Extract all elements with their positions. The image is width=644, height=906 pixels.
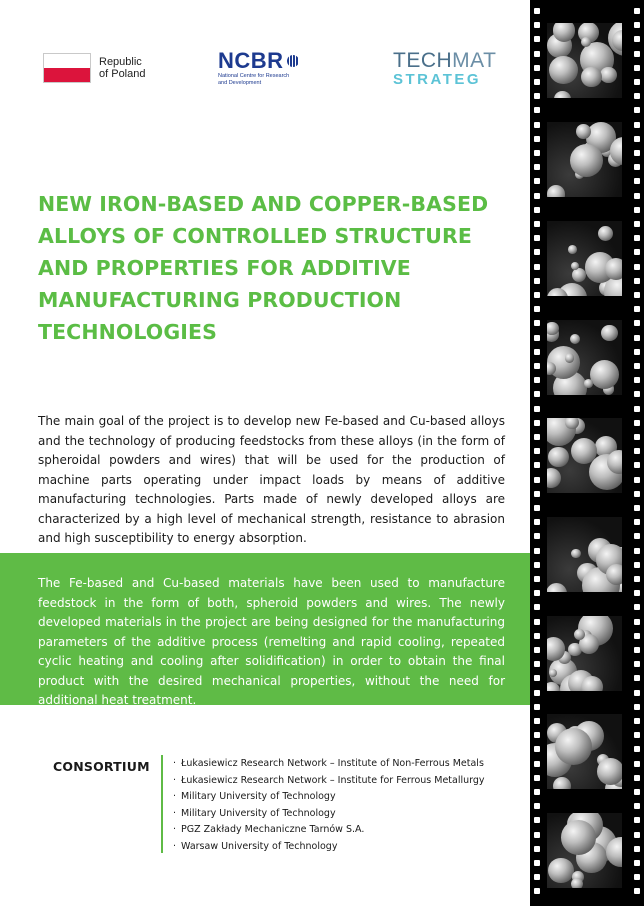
film-sprocket-hole: [534, 434, 540, 440]
powder-particle: [570, 144, 603, 177]
film-sprocket-hole: [634, 647, 640, 653]
film-sprocket-hole: [634, 434, 640, 440]
film-sprocket-hole: [534, 150, 540, 156]
powder-particle: [548, 858, 574, 884]
powder-particle: [574, 629, 585, 640]
film-sprocket-hole: [534, 249, 540, 255]
film-sprocket-hole: [634, 363, 640, 369]
republic-of-poland-text: Republic of Poland: [99, 56, 146, 80]
film-sprocket-hole: [634, 519, 640, 525]
film-sprocket-hole: [534, 562, 540, 568]
ncbr-wordmark: NCBR: [218, 48, 284, 73]
consortium-label: CONSORTIUM: [53, 759, 150, 774]
film-sprocket-hole: [634, 8, 640, 14]
micrograph-image: [547, 122, 622, 197]
goal-paragraph: The main goal of the project is to develop new Fe-based and Cu-based alloys and the technology of producing feedstocks from these alloys (in the form of spheroidal powders and wires) that will be used for the production of machine parts operating under impact loads by means of additive manufacturing technologies. Parts made of newly developed alloys are characterized by a high level of mechanical strength, resistance to abrasion and high susceptibility to energy absorption.: [38, 414, 505, 545]
consortium-list: [173, 756, 485, 855]
film-sprocket-hole: [634, 775, 640, 781]
film-sprocket-hole: [534, 477, 540, 483]
powder-particle: [600, 67, 617, 84]
film-sprocket-hole: [534, 817, 540, 823]
film-sprocket-hole: [634, 803, 640, 809]
film-sprocket-hole: [534, 306, 540, 312]
film-sprocket-hole: [534, 22, 540, 28]
film-sprocket-hole: [534, 761, 540, 767]
micrograph-image: [547, 616, 622, 691]
film-sprocket-hole: [534, 732, 540, 738]
film-sprocket-hole: [634, 590, 640, 596]
film-sprocket-hole: [634, 462, 640, 468]
film-sprocket-hole: [634, 107, 640, 113]
film-sprocket-hole: [534, 775, 540, 781]
film-sprocket-hole: [534, 391, 540, 397]
film-sprocket-hole: [634, 675, 640, 681]
film-sprocket-hole: [534, 619, 540, 625]
film-sprocket-hole: [634, 576, 640, 582]
film-sprocket-hole: [634, 349, 640, 355]
film-sprocket-hole: [534, 548, 540, 554]
powder-particle: [547, 185, 565, 197]
film-sprocket-hole: [634, 491, 640, 497]
film-sprocket-hole: [534, 36, 540, 42]
film-sprocket-hole: [634, 249, 640, 255]
film-sprocket-hole: [534, 604, 540, 610]
micrograph-image: [547, 418, 622, 493]
film-sprocket-hole: [634, 548, 640, 554]
film-sprocket-hole: [634, 320, 640, 326]
ncbr-subtitle: National Centre for Research and Development: [218, 73, 290, 86]
consortium-divider: [161, 755, 163, 853]
page-title: NEW IRON-BASED AND COPPER-BASED ALLOYS OF CONTROLLED STRUCTURE AND PROPERTIES FOR ADDITIVE MANUFACTURING PRODUCTION TECHNOLOGIES: [38, 192, 489, 344]
film-sprocket-hole: [634, 193, 640, 199]
powder-particle: [581, 67, 602, 88]
film-sprocket-hole: [634, 789, 640, 795]
film-sprocket-hole: [534, 65, 540, 71]
film-sprocket-hole: [634, 164, 640, 170]
film-sprocket-hole: [534, 519, 540, 525]
film-sprocket-hole: [534, 406, 540, 412]
film-sprocket-hole: [534, 164, 540, 170]
micrograph-image: [547, 714, 622, 789]
film-sprocket-hole: [534, 264, 540, 270]
powder-particle: [548, 447, 568, 467]
list-item: · Military University of Technology: [173, 791, 336, 802]
film-sprocket-hole: [634, 761, 640, 767]
film-sprocket-hole: [534, 704, 540, 710]
film-sprocket-hole: [634, 136, 640, 142]
film-sprocket-hole: [534, 661, 540, 667]
film-sprocket-hole: [634, 746, 640, 752]
powder-particle: [554, 91, 570, 98]
film-sprocket-hole: [634, 122, 640, 128]
film-sprocket-hole: [634, 832, 640, 838]
micrograph-image: [547, 23, 622, 98]
micrograph-image: [547, 221, 622, 296]
film-sprocket-hole: [534, 846, 540, 852]
film-sprocket-hole: [634, 562, 640, 568]
film-sprocket-hole: [534, 349, 540, 355]
film-sprocket-hole: [534, 193, 540, 199]
film-sprocket-hole: [534, 207, 540, 213]
powder-particle: [607, 450, 622, 474]
film-sprocket-hole: [634, 406, 640, 412]
film-sprocket-hole: [634, 604, 640, 610]
film-sprocket-hole: [534, 491, 540, 497]
film-sprocket-hole: [634, 661, 640, 667]
film-sprocket-hole: [634, 178, 640, 184]
film-sprocket-hole: [534, 576, 540, 582]
techmat-tech: TECH: [393, 49, 453, 72]
film-sprocket-hole: [634, 533, 640, 539]
list-item: · PGZ Zakłady Mechaniczne Tarnów S.A.: [173, 824, 365, 835]
powder-particle: [547, 322, 559, 335]
film-sprocket-hole: [534, 675, 540, 681]
powder-particle: [549, 56, 577, 84]
film-sprocket-hole: [534, 122, 540, 128]
film-sprocket-hole: [634, 860, 640, 866]
film-sprocket-hole: [634, 448, 640, 454]
film-sprocket-hole: [534, 107, 540, 113]
film-sprocket-hole: [634, 22, 640, 28]
ncbr-logo: [218, 48, 318, 86]
micrograph-image: [547, 813, 622, 888]
film-sprocket-hole: [534, 789, 540, 795]
film-sprocket-hole: [534, 690, 540, 696]
film-sprocket-hole: [634, 633, 640, 639]
film-sprocket-hole: [634, 65, 640, 71]
film-sprocket-hole: [534, 832, 540, 838]
film-sprocket-hole: [634, 79, 640, 85]
film-sprocket-hole: [534, 178, 540, 184]
techmat-mat: MAT: [452, 49, 497, 72]
film-sprocket-hole: [634, 335, 640, 341]
powder-particle: [605, 258, 622, 280]
film-sprocket-hole: [634, 420, 640, 426]
materials-paragraph: The Fe-based and Cu-based materials have been used to manufacture feedstock in the form of both, spheroid powders and wires. The newly developed materials in the project are being designed for the manufacturing parameters of the additive process (remelting and rapid cooling, repeated cyclic heating and cooling after solidification) in order to obtain the final product with the desired mechanical properties, without the need for additional heat treatment.: [38, 576, 505, 707]
powder-particle: [601, 325, 618, 342]
powder-particle: [606, 564, 622, 585]
micrograph-image: [547, 320, 622, 395]
list-item: · Warsaw University of Technology: [173, 840, 338, 852]
film-sprocket-hole: [534, 420, 540, 426]
film-sprocket-hole: [534, 533, 540, 539]
film-sprocket-hole: [534, 292, 540, 298]
film-sprocket-hole: [634, 505, 640, 511]
film-sprocket-hole: [634, 235, 640, 241]
film-sprocket-hole: [634, 51, 640, 57]
techmatstrateg-logo: [393, 51, 496, 87]
micrograph-image: [547, 517, 622, 592]
film-sprocket-hole: [534, 377, 540, 383]
film-sprocket-hole: [534, 221, 540, 227]
film-sprocket-hole: [634, 292, 640, 298]
film-sprocket-hole: [534, 320, 540, 326]
republic-of-poland-logo: [43, 53, 169, 83]
film-sprocket-hole: [634, 477, 640, 483]
film-sprocket-hole: [634, 207, 640, 213]
film-sprocket-hole: [534, 51, 540, 57]
film-sprocket-hole: [634, 264, 640, 270]
film-sprocket-hole: [634, 150, 640, 156]
film-sprocket-hole: [534, 803, 540, 809]
film-sprocket-hole: [534, 8, 540, 14]
film-sprocket-hole: [534, 633, 540, 639]
list-item: · Military University of Technology: [173, 807, 336, 819]
film-sprocket-hole: [534, 590, 540, 596]
film-sprocket-hole: [634, 874, 640, 880]
list-item: · Łukasiewicz Research Network – Institute for Ferrous Metallurgy: [173, 774, 485, 786]
ncbr-mark-icon: [287, 55, 299, 67]
film-sprocket-hole: [634, 377, 640, 383]
powder-particle: [568, 245, 577, 254]
film-sprocket-hole: [534, 874, 540, 880]
list-item: · Łukasiewicz Research Network – Institute of Non-Ferrous Metals: [173, 758, 484, 769]
film-sprocket-hole: [634, 817, 640, 823]
film-sprocket-hole: [634, 718, 640, 724]
film-sprocket-hole: [634, 278, 640, 284]
film-sprocket-hole: [534, 746, 540, 752]
powder-particle: [561, 820, 596, 855]
film-sprocket-hole: [634, 391, 640, 397]
film-sprocket-hole: [534, 505, 540, 511]
film-sprocket-hole: [534, 136, 540, 142]
film-sprocket-hole: [534, 718, 540, 724]
film-sprocket-hole: [534, 93, 540, 99]
film-sprocket-hole: [534, 235, 540, 241]
powder-particle: [571, 878, 583, 888]
film-sprocket-hole: [534, 79, 540, 85]
film-sprocket-hole: [634, 619, 640, 625]
film-sprocket-hole: [634, 732, 640, 738]
powder-particle: [598, 226, 613, 241]
film-sprocket-hole: [634, 221, 640, 227]
film-sprocket-hole: [634, 306, 640, 312]
powder-particle: [581, 676, 603, 691]
film-sprocket-hole: [634, 704, 640, 710]
film-sprocket-hole: [534, 647, 540, 653]
film-sprocket-hole: [534, 278, 540, 284]
film-sprocket-hole: [534, 335, 540, 341]
film-sprocket-hole: [634, 888, 640, 894]
film-sprocket-hole: [634, 93, 640, 99]
film-sprocket-hole: [534, 363, 540, 369]
techmat-strateg: STRATEG: [393, 71, 482, 88]
powder-particle: [553, 777, 571, 789]
logo-bar: [0, 0, 530, 110]
film-sprocket-hole: [634, 690, 640, 696]
powder-particle: [576, 124, 591, 139]
powder-particle: [597, 758, 622, 785]
film-sprocket-hole: [534, 462, 540, 468]
polish-flag-icon: [43, 53, 91, 83]
powder-particle: [590, 360, 619, 389]
film-sprocket-hole: [634, 36, 640, 42]
film-sprocket-hole: [534, 888, 540, 894]
film-sprocket-hole: [534, 860, 540, 866]
powder-particle: [571, 438, 597, 464]
film-sprocket-hole: [534, 448, 540, 454]
film-sprocket-hole: [634, 846, 640, 852]
